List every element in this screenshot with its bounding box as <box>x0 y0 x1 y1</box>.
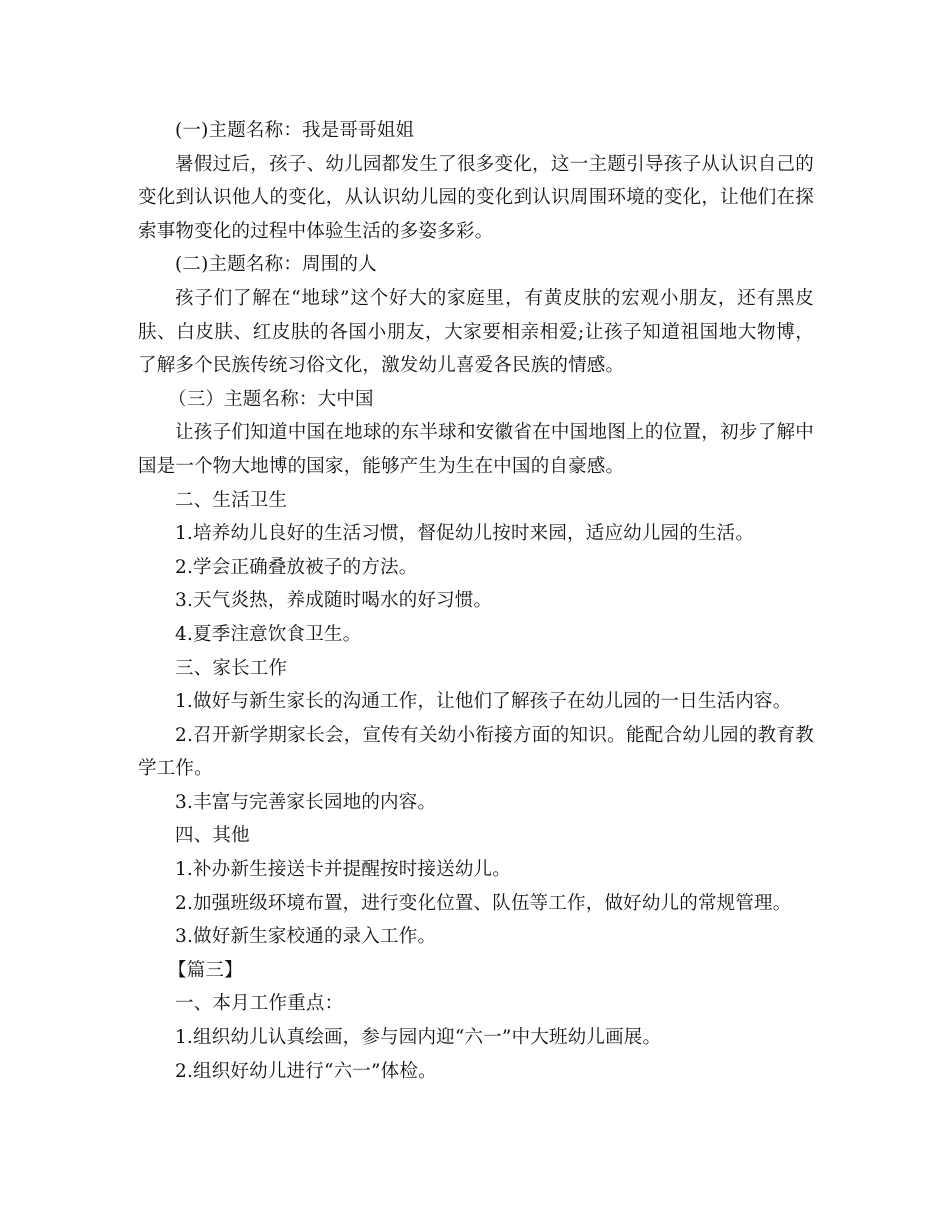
other-item: 1.补办新生接送卡并提醒按时接送幼儿。 <box>175 859 511 881</box>
theme-one-description: 暑假过后，孩子、幼儿园都发生了很多变化，这一主题引导孩子从认识自己的变化到认识他人的变化，从认识幼儿园的变化到认识周围环境的变化，让他们在探索事物变化的过程中体验生活的多姿多彩。 <box>138 153 814 242</box>
other-item: 2.加强班级环境布置，进行变化位置、队伍等工作，做好幼儿的常规管理。 <box>175 892 792 914</box>
theme-two-description: 孩子们了解在“地球”这个好大的家庭里，有黄皮肤的宏观小朋友，还有黑皮肤、白皮肤、红皮肤的各国小朋友，大家要相亲相爱;让孩子知道祖国地大物博，了解多个民族传统习俗文化，激发幼儿喜爱各民族的情感。 <box>138 287 814 377</box>
theme-three-heading: （三）主题名称：大中国 <box>168 388 374 410</box>
section-heading-hygiene: 二、生活卫生 <box>175 489 288 511</box>
section-heading-other: 四、其他 <box>175 825 250 847</box>
section-heading-parents: 三、家长工作 <box>175 657 288 679</box>
monthly-focus-item: 2.组织好幼儿进行“六一”体检。 <box>175 1060 437 1082</box>
hygiene-item: 3.天气炎热，养成随时喝水的好习惯。 <box>175 590 493 612</box>
monthly-focus-item: 1.组织幼儿认真绘画，参与园内迎“六一”中大班幼儿画展。 <box>175 1027 662 1049</box>
parents-item: 2.召开新学期家长会，宣传有关幼小衔接方面的知识。能配合幼儿园的教育教学工作。 <box>138 724 814 780</box>
part-three-heading: 【篇三】 <box>168 959 243 981</box>
parents-item: 3.丰富与完善家长园地的内容。 <box>175 791 437 813</box>
monthly-focus-heading: 一、本月工作重点： <box>175 993 344 1015</box>
theme-three-description: 让孩子们知道中国在地球的东半球和安徽省在中国地图上的位置，初步了解中国是一个物大地博的国家，能够产生为生在中国的自豪感。 <box>138 422 814 477</box>
other-item: 3.做好新生家校通的录入工作。 <box>175 926 437 948</box>
theme-one-heading: (一)主题名称：我是哥哥姐姐 <box>175 120 415 141</box>
hygiene-item: 4.夏季注意饮食卫生。 <box>175 623 362 645</box>
theme-two-heading: (二)主题名称：周围的人 <box>175 254 377 276</box>
parents-item: 1.做好与新生家长的沟通工作，让他们了解孩子在幼儿园的一日生活内容。 <box>175 691 792 713</box>
document-body <box>138 114 814 1088</box>
hygiene-item: 2.学会正确叠放被子的方法。 <box>175 556 418 578</box>
hygiene-item: 1.培养幼儿良好的生活习惯，督促幼儿按时来园，适应幼儿园的生活。 <box>175 523 755 545</box>
